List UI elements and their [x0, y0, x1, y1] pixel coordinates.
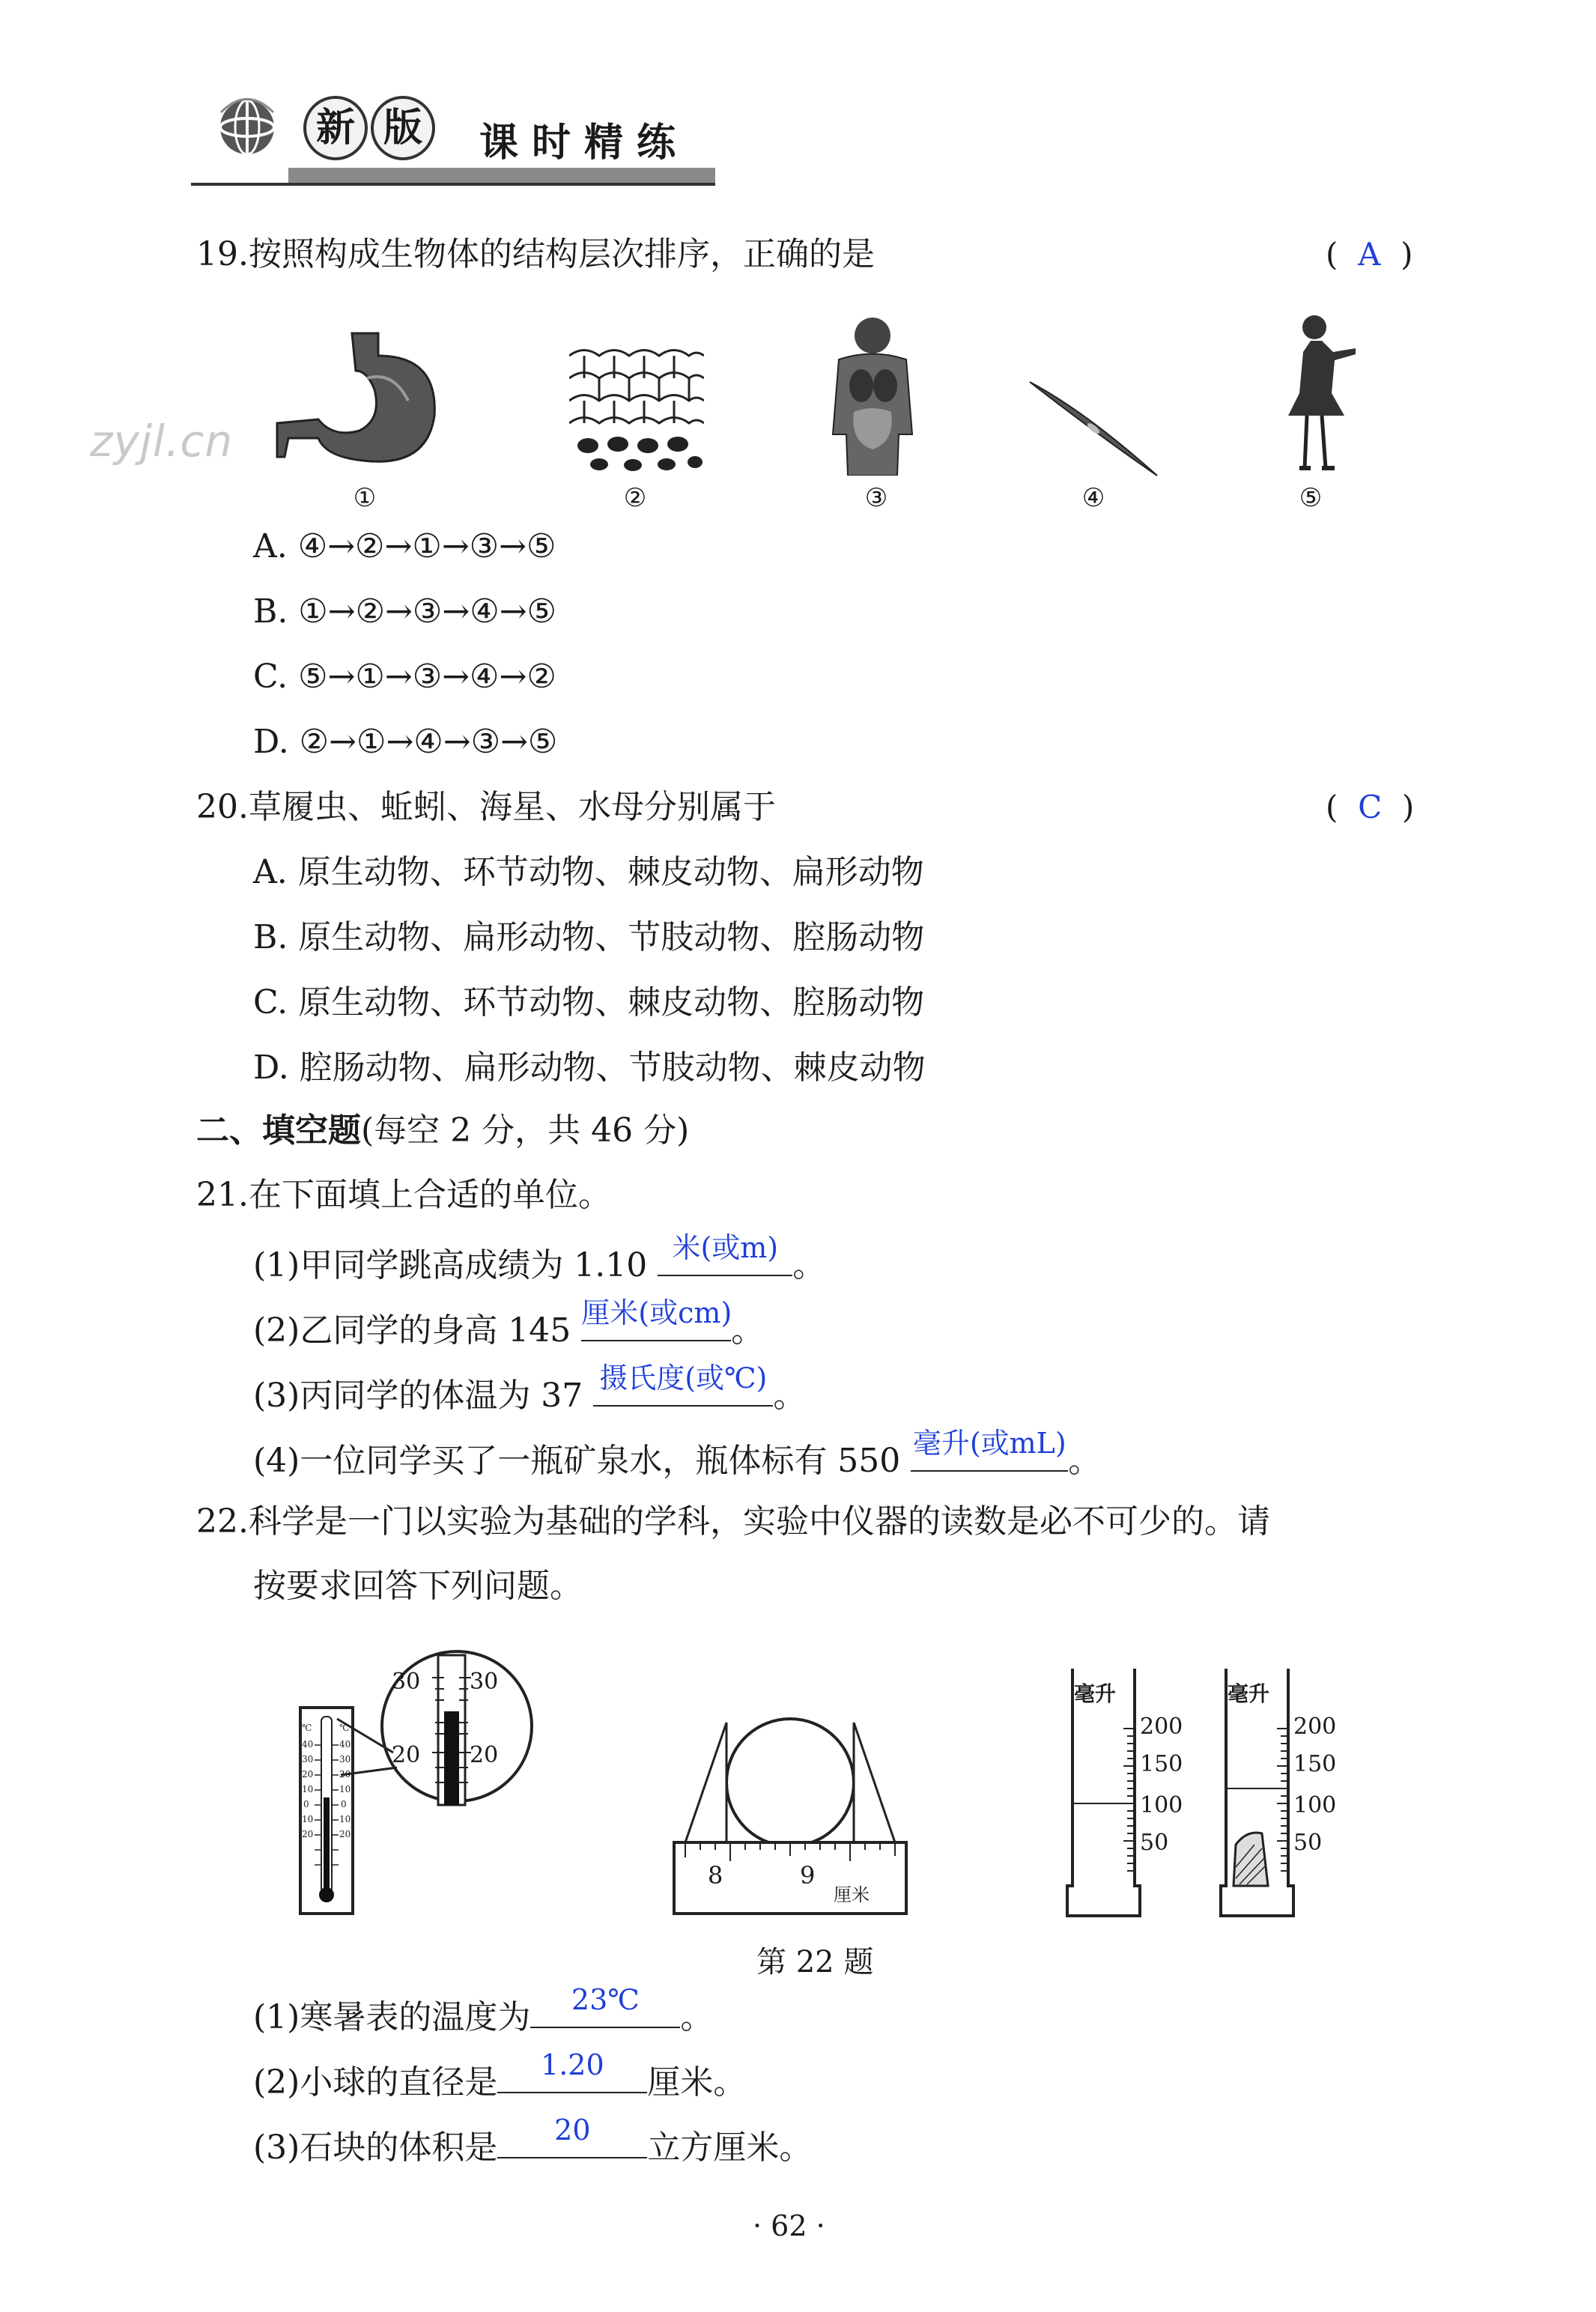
- q22-item-3: [253, 2114, 813, 2170]
- q20-option-b: B. 原生动物、扁形动物、节肢动物、腔肠动物: [253, 918, 925, 956]
- stomach-organ-image: [273, 326, 446, 476]
- cylinder-stone-tick-100: 100: [1293, 1792, 1337, 1818]
- ruler-label-unit: 厘米: [834, 1884, 870, 1905]
- q21-item-2-blank: [581, 1296, 732, 1341]
- q20-answer: C: [1358, 789, 1383, 825]
- q20-number: 20.: [196, 788, 249, 826]
- q19-option-b: B. ①→②→③→④→⑤: [253, 592, 557, 631]
- q21-item-4-blank: [911, 1427, 1068, 1472]
- q19-number: 19.: [196, 235, 249, 273]
- thermo-scale-40-right: 40: [339, 1739, 351, 1750]
- q19-option-a: A. ④→②→①→③→⑤: [253, 527, 556, 565]
- q20-stem: [196, 785, 776, 830]
- ruler-label-9: 9: [800, 1861, 816, 1890]
- q21-number: 21.: [196, 1176, 249, 1214]
- q19-fig-label-5: ⑤: [1299, 483, 1323, 513]
- q21-item-4: [253, 1427, 1102, 1484]
- thermo-scale-neg10-left: 10: [302, 1814, 314, 1824]
- q22-number: 22.: [196, 1502, 249, 1541]
- q21-item-3-suffix: 。: [773, 1377, 807, 1415]
- page-number: · 62 ·: [753, 2209, 825, 2242]
- q22-figure-caption: 第 22 题: [756, 1945, 874, 1979]
- q21-item-1-suffix: 。: [792, 1246, 826, 1284]
- section-fill-blank-title: [196, 1108, 689, 1153]
- q22-item-1: [253, 1983, 714, 2040]
- q22-text-line1: 科学是一门以实验为基础的学科，实验中仪器的读数是必不可少的。请: [248, 1502, 1270, 1541]
- q22-cylinder-stone-figure: [1217, 1661, 1359, 1920]
- q19-fig-label-2: ②: [623, 483, 647, 513]
- q21-item-3: [253, 1362, 807, 1419]
- thermo-zoom-label-20-left: 20: [392, 1742, 421, 1768]
- q20-text: 草履虫、蚯蚓、海星、水母分别属于: [248, 788, 776, 826]
- q22-stem-line1: [196, 1499, 1270, 1544]
- q21-item-1-answer: 米(或m): [672, 1231, 779, 1264]
- q21-item-1-blank: [658, 1231, 792, 1276]
- q21-item-3-blank: [593, 1362, 773, 1407]
- watermark: zyjl.cn: [90, 416, 234, 467]
- muscle-cell-image: [1026, 374, 1161, 479]
- q21-item-2-answer: 厘米(或cm): [581, 1296, 732, 1329]
- header-bar: [288, 168, 715, 183]
- thermo-scale-neg20-right: 20: [339, 1829, 351, 1839]
- q22-item-2-blank: [497, 2048, 647, 2093]
- thermo-scale-20-right: 20: [339, 1769, 351, 1779]
- thermo-zoom-label-30-left: 30: [392, 1669, 421, 1695]
- q22-item-3-prefix: (3)石块的体积是: [253, 2129, 498, 2167]
- thermo-zoom-label-20-right: 20: [470, 1742, 499, 1768]
- q22-cylinder-empty-figure: [1064, 1661, 1206, 1920]
- q22-item-3-blank: [497, 2114, 647, 2158]
- cylinder-empty-tick-150: 150: [1140, 1751, 1183, 1777]
- q20-option-a: A. 原生动物、环节动物、棘皮动物、扁形动物: [253, 853, 924, 891]
- q21-item-1: [253, 1231, 826, 1288]
- thermo-scale-unit-right: ℃: [339, 1723, 350, 1733]
- thermo-zoom-label-30-right: 30: [470, 1669, 499, 1695]
- q20-option-d: D. 腔肠动物、扁形动物、节肢动物、棘皮动物: [253, 1049, 926, 1087]
- thermo-scale-10-right: 10: [339, 1784, 351, 1794]
- thermo-scale-0-left: 0: [303, 1799, 309, 1809]
- q22-item-1-answer: 23℃: [571, 1983, 640, 2016]
- q19-stem: [196, 232, 875, 277]
- cylinder-stone-tick-200: 200: [1293, 1714, 1337, 1740]
- q22-item-1-suffix: 。: [680, 1998, 714, 2036]
- q19-option-d: D. ②→①→④→③→⑤: [253, 723, 558, 761]
- cylinder-empty-tick-50: 50: [1140, 1830, 1169, 1856]
- thermo-scale-30-left: 30: [302, 1754, 314, 1765]
- header: [191, 75, 715, 195]
- cylinder-stone-tick-50: 50: [1293, 1830, 1323, 1856]
- q21-item-4-answer: 毫升(或mL): [912, 1427, 1066, 1460]
- thermo-scale-0-right: 0: [341, 1799, 347, 1809]
- header-badge-xin: 新: [303, 96, 368, 160]
- thermo-scale-10-left: 10: [302, 1784, 314, 1794]
- q19-fig-label-4: ④: [1081, 483, 1105, 513]
- q21-item-2: [253, 1296, 765, 1353]
- q21-item-2-prefix: (2)乙同学的身高 145: [253, 1311, 571, 1350]
- q22-item-1-blank: [530, 1983, 680, 2028]
- q22-item-1-prefix: (1)寒暑表的温度为: [253, 1998, 531, 2036]
- q22-item-3-suffix: 立方厘米。: [647, 2129, 813, 2167]
- q19-fig-label-3: ③: [864, 483, 888, 513]
- ruler-label-8: 8: [708, 1861, 723, 1890]
- thermo-scale-40-left: 40: [302, 1739, 314, 1750]
- thermo-scale-20-left: 20: [302, 1769, 314, 1779]
- section2-title: 二、填空题: [196, 1111, 361, 1150]
- header-rule: [191, 183, 715, 186]
- cylinder-empty-unit: 毫升: [1074, 1681, 1117, 1706]
- thermo-scale-unit-left: ℃: [302, 1723, 312, 1733]
- header-badge-ban: 版: [371, 96, 435, 160]
- q19-fig-label-1: ①: [353, 483, 377, 513]
- q19-answer-bracket: ( A ): [1326, 236, 1413, 273]
- human-organ-system-image: [824, 315, 921, 476]
- thermo-scale-30-right: 30: [339, 1754, 351, 1765]
- q19-option-c: C. ⑤→①→③→④→②: [253, 658, 556, 696]
- q22-ruler-ball-figure: [670, 1715, 910, 1917]
- woman-figure-image: [1281, 311, 1363, 479]
- q22-item-2-prefix: (2)小球的直径是: [253, 2063, 498, 2102]
- q19-text: 按照构成生物体的结构层次排序，正确的是: [248, 235, 875, 273]
- q21-item-1-prefix: (1)甲同学跳高成绩为 1.10: [253, 1246, 648, 1284]
- q22-item-2: [253, 2048, 747, 2105]
- q21-item-3-prefix: (3)丙同学的体温为 37: [253, 1377, 583, 1415]
- section2-note: (每空 2 分，共 46 分): [361, 1111, 690, 1150]
- q22-thermometer-figure: [296, 1648, 535, 1917]
- q19-answer: A: [1358, 236, 1381, 273]
- tissue-cells-image: [569, 341, 704, 476]
- q21-text: 在下面填上合适的单位。: [248, 1176, 611, 1214]
- cylinder-empty-tick-100: 100: [1140, 1792, 1183, 1818]
- q21-item-4-prefix: (4)一位同学买了一瓶矿泉水，瓶体标有 550: [253, 1442, 901, 1480]
- cylinder-empty-tick-200: 200: [1140, 1714, 1183, 1740]
- thermo-scale-neg10-right: 10: [339, 1814, 351, 1824]
- thermo-scale-neg20-left: 20: [302, 1829, 314, 1839]
- ruler-ball-image: [670, 1715, 910, 1917]
- globe-logo-icon: [213, 90, 281, 165]
- q21-item-4-suffix: 。: [1068, 1442, 1102, 1480]
- q20-answer-bracket: ( C ): [1326, 789, 1415, 825]
- cylinder-stone-unit: 毫升: [1228, 1681, 1270, 1706]
- q22-item-2-suffix: 厘米。: [647, 2063, 747, 2102]
- cylinder-stone-tick-150: 150: [1293, 1751, 1337, 1777]
- q21-item-2-suffix: 。: [731, 1311, 765, 1350]
- header-title: 课时精练: [479, 120, 690, 166]
- q22-item-2-answer: 1.20: [541, 2048, 604, 2081]
- q22-stem-line2: 按要求回答下列问题。: [253, 1567, 583, 1605]
- q21-stem: [196, 1173, 611, 1218]
- q22-item-3-answer: 20: [554, 2114, 591, 2146]
- q20-option-c: C. 原生动物、环节动物、棘皮动物、腔肠动物: [253, 983, 925, 1022]
- q21-item-3-answer: 摄氏度(或℃): [599, 1362, 768, 1395]
